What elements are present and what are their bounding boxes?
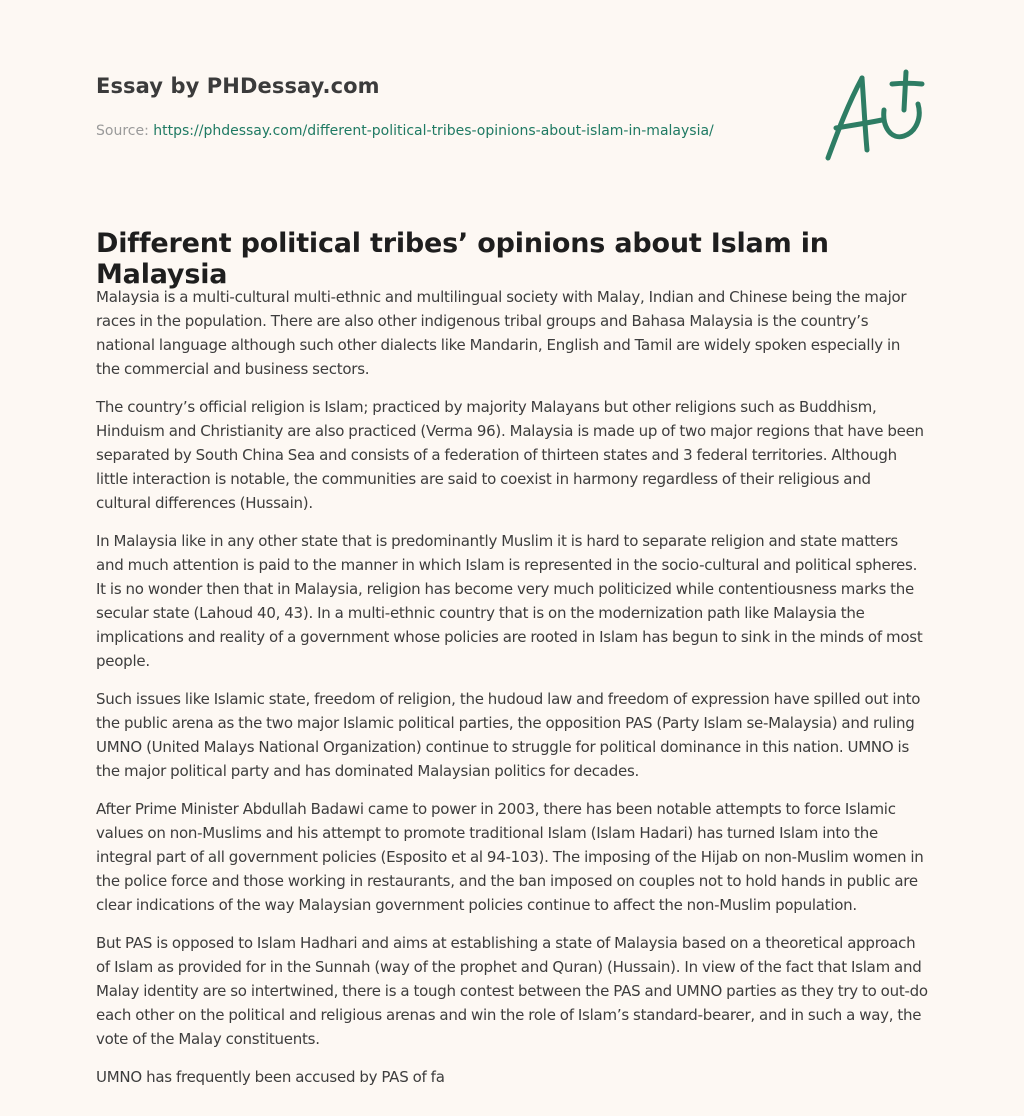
site-brand: Essay by PHDessay.com [96,74,380,98]
a-plus-grade-icon [818,66,928,166]
essay-paragraph: In Malaysia like in any other state that is predominantly Muslim it is hard to separate religion and state matters and much attention is paid to the manner in which Islam is represented in the socio-cultural and political spheres. It is no wonder then that in Malaysia, religion has become very much politicized while contentiousness marks the secular state (Lahoud 40, 43). In a multi-ethnic country that is on the modernization path like Malaysia the implications and reality of a government whose policies are rooted in Islam has begun to sink in the minds of most people. [96,532,923,670]
essay-paragraph: The country’s official religion is Islam; practiced by majority Malayans but other religions such as Buddhism, Hinduism and Christianity are also practiced (Verma 96). Malaysia is made up of two major regions that have been separated by South China Sea and consists of a federation of thirteen states and 3 federal territories. Although little interaction is notable, the communities are said to coexist in harmony regardless of their religious and cultural differences (Hussain). [96,398,924,512]
essay-paragraph: Such issues like Islamic state, freedom of religion, the hudoud law and freedom of expression have spilled out into the public arena as the two major Islamic political parties, the opposition PAS (Party Islam se-Malaysia) and ruling UMNO (United Malays National Organization) continue to struggle for political dominance in this nation. UMNO is the major political party and has dominated Malaysian politics for decades. [96,690,921,780]
site-header [96,74,796,98]
essay-paragraph-truncated: UMNO has frequently been accused by PAS of fa [96,1068,445,1086]
source-line [96,123,714,139]
essay-title: Different political tribes’ opinions about Islam in Malaysia [96,228,829,290]
essay-paragraph: But PAS is opposed to Islam Hadhari and aims at establishing a state of Malaysia based on a theoretical approach of Islam as provided for in the Sunnah (way of the prophet and Quran) (Hussain). In view of the fact that Islam and Malay identity are so intertwined, there is a tough contest between the PAS and UMNO parties as they try to out-do each other on the political and religious arenas and win the role of Islam’s standard-bearer, and in such a way, the vote of the Malay constituents. [96,934,928,1048]
essay-paragraph: Malaysia is a multi-cultural multi-ethnic and multilingual society with Malay, Indian and Chinese being the major races in the population. There are also other indigenous tribal groups and Bahasa Malaysia is the country’s national language although such other dialects like Mandarin, English and Tamil are widely spoken especially in the commercial and business sectors. [96,288,907,378]
source-link[interactable]: https://phdessay.com/different-political-tribes-opinions-about-islam-in-malaysia/ [153,123,714,139]
essay-paragraph: After Prime Minister Abdullah Badawi came to power in 2003, there has been notable attempts to force Islamic values on non-Muslims and his attempt to promote traditional Islam (Islam Hadari) has turned Islam into the integral part of all government policies (Esposito et al 94-103). The imposing of the Hijab on non-Muslim women in the police force and those working in restaurants, and the ban imposed on couples not to hold hands in public are clear indications of the way Malaysian government policies continue to affect the non-Muslim population. [96,800,924,914]
essay-body [96,285,928,1103]
source-label: Source: [96,123,149,139]
